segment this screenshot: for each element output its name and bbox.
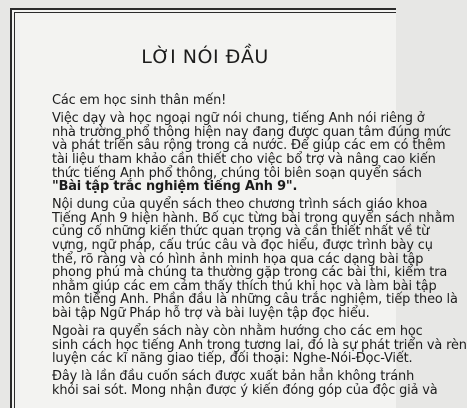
paragraph-2-line: môn tiếng Anh. Phần đầu là những câu trắc nghiệm, tiếp theo là bbox=[52, 292, 458, 308]
paragraph-2-line: vựng, ngữ pháp, cấu trúc câu và đọc hiểu, được trình bày cụ bbox=[52, 238, 433, 253]
paragraph-1-line: và phát triển sâu rộng trong cả nước. Để giúp các em có thêm bbox=[52, 138, 446, 154]
paragraph-2-line: phong phú mà chúng ta thường gặp trong các bài thi, kiểm tra bbox=[52, 265, 448, 281]
paragraph-2-line: nhằm giúp các em cảm thấy thích thú khi học và làm bài tập bbox=[52, 278, 437, 294]
paragraph-1-line: thức tiếng Anh phổ thông, chúng tôi biên soạn quyển sách bbox=[52, 165, 422, 181]
page-title: LỜI NÓI ĐẦU bbox=[141, 46, 269, 68]
paragraph-2-line: thể, rõ ràng và có hình ảnh minh họa qua các dạng bài tập bbox=[52, 251, 424, 267]
greeting-line: Các em học sinh thân mến! bbox=[52, 93, 227, 108]
paragraph-1-line: nhà trường phổ thông hiện nay đang được quan tâm đúng mức bbox=[52, 124, 451, 140]
paragraph-2-line: Tiếng Anh 9 hiện hành. Bố cục từng bài trong quyển sách nhằm bbox=[52, 210, 455, 226]
book-page bbox=[10, 8, 467, 408]
paragraph-3-line: luyện các kĩ năng giao tiếp, đối thoại: Nghe-Nói-Đọc-Viết. bbox=[52, 351, 413, 367]
paragraph-3-line: sinh cách học tiếng Anh trong tương lai, đó là sự phát triển và rèn bbox=[52, 337, 467, 353]
paragraph-1-line: Việc dạy và học ngoại ngữ nói chung, tiếng Anh nói riêng ở bbox=[52, 111, 425, 127]
paragraph-4-line: Đây là lần đầu cuốn sách được xuất bản hẳn không tránh bbox=[52, 369, 415, 385]
paragraph-3-line: Ngoài ra quyển sách này còn nhằm hướng cho các em học bbox=[52, 324, 423, 340]
paragraph-2-line: bài tập Ngữ Pháp hỗ trợ và bài luyện tập đọc hiểu. bbox=[52, 305, 370, 321]
book-title: "Bài tập trắc nghiệm tiếng Anh 9". bbox=[52, 179, 298, 195]
paragraph-1-line: tài liệu tham khảo cần thiết cho việc bổ trợ và nâng cao kiến bbox=[52, 151, 436, 167]
paragraph-4-line: khỏi sai sót. Mong nhận được ý kiến đóng góp của độc giả và bbox=[52, 383, 438, 398]
paragraph-2-line: Nội dung của quyển sách theo chương trình sách giáo khoa bbox=[52, 197, 428, 213]
paragraph-2-line: củng cố những kiến thức quan trọng và cần thiết nhất về từ bbox=[52, 224, 430, 240]
